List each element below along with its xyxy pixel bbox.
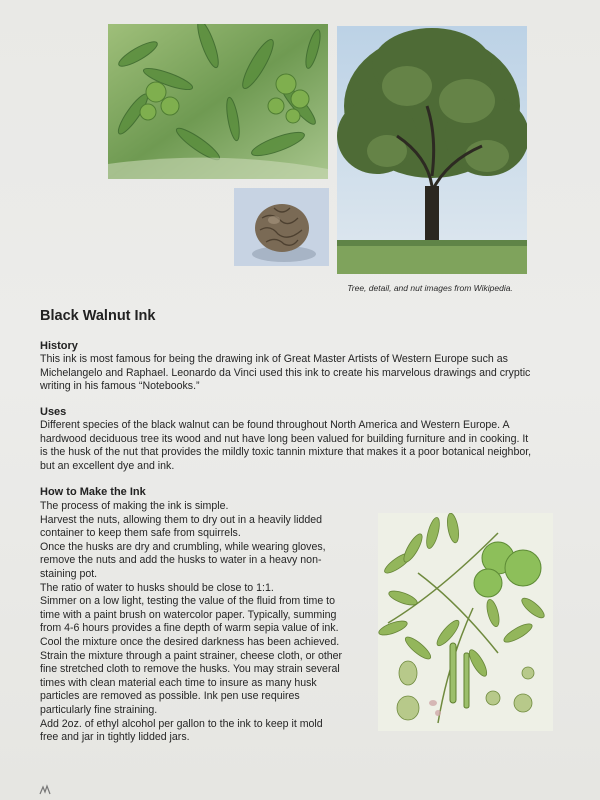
history-line: Michelangelo and Raphael. Leonardo da Vinci used this ink to create his marvelous drawings and cryptic: [40, 366, 531, 379]
uses-line: hardwood deciduous tree its wood and nut have long been valued for building furniture and in cooking. It: [40, 432, 529, 445]
walnut-leaves-photo: [108, 24, 328, 179]
how-to-line: The ratio of water to husks should be close to 1:1.: [40, 581, 274, 594]
how-to-line: free and jar in tightly lidded jars.: [40, 731, 190, 744]
corner-mark: [38, 784, 52, 796]
history-heading: History: [40, 340, 78, 352]
how-to-line: Simmer on a low light, testing the value of the fluid from time to: [40, 595, 335, 608]
how-to-line: Add 2oz. of ethyl alcohol per gallon to the ink to keep it mold: [40, 717, 323, 730]
how-to-line: remove the nuts and add the husks to water in a heavy non-: [40, 554, 322, 567]
how-to-line: times with clean material each time to insure as many husk: [40, 676, 317, 689]
how-to-line: particles are removed as possible. Ink pen use requires: [40, 690, 300, 703]
how-to-line: The process of making the ink is simple.: [40, 500, 229, 512]
how-to-line: particularly fine straining.: [40, 703, 158, 716]
uses-line: Different species of the black walnut can be found throughout North America and Western Europe. A: [40, 419, 510, 431]
image-caption: Tree, detail, and nut images from Wikipedia.: [347, 283, 513, 293]
how-to-text: [40, 500, 370, 745]
how-to-line: time with a paint brush on watercolor paper. Typically, summing: [40, 608, 337, 621]
walnut-tree-photo: [337, 26, 527, 274]
how-to-line: fine stretched cloth to remove the husks. You may strain several: [40, 663, 340, 676]
how-to-line: Cool the mixture once the desired darkness has been achieved.: [40, 635, 340, 648]
history-text: [40, 353, 560, 394]
uses-line: is the husk of the nut that provides the mildly toxic tannin mixture that makes it a poor botanical neighbor,: [40, 446, 532, 459]
how-to-line: from 4-6 hours provides a fine depth of warm sepia value of ink.: [40, 622, 339, 635]
walnut-nut-photo: [234, 188, 329, 266]
how-to-line: container to keep them safe from squirrels.: [40, 527, 241, 540]
history-line: writing in his famous “Notebooks.”: [40, 380, 200, 393]
page-title: Black Walnut Ink: [40, 308, 156, 324]
how-to-line: Harvest the nuts, allowing them to dry out in a heavily lidded: [40, 513, 323, 526]
uses-heading: Uses: [40, 406, 67, 418]
uses-line: but an excellent dye and ink.: [40, 459, 175, 472]
botanical-illustration: [378, 513, 553, 731]
how-to-heading: How to Make the Ink: [40, 486, 146, 498]
how-to-line: Once the husks are dry and crumbling, while wearing gloves,: [40, 540, 326, 553]
uses-text: [40, 419, 560, 473]
how-to-line: Strain the mixture through a paint strainer, cheese cloth, or other: [40, 649, 343, 662]
how-to-line: staining pot.: [40, 567, 98, 580]
history-line: This ink is most famous for being the drawing ink of Great Master Artists of Western Europe such as: [40, 353, 508, 365]
